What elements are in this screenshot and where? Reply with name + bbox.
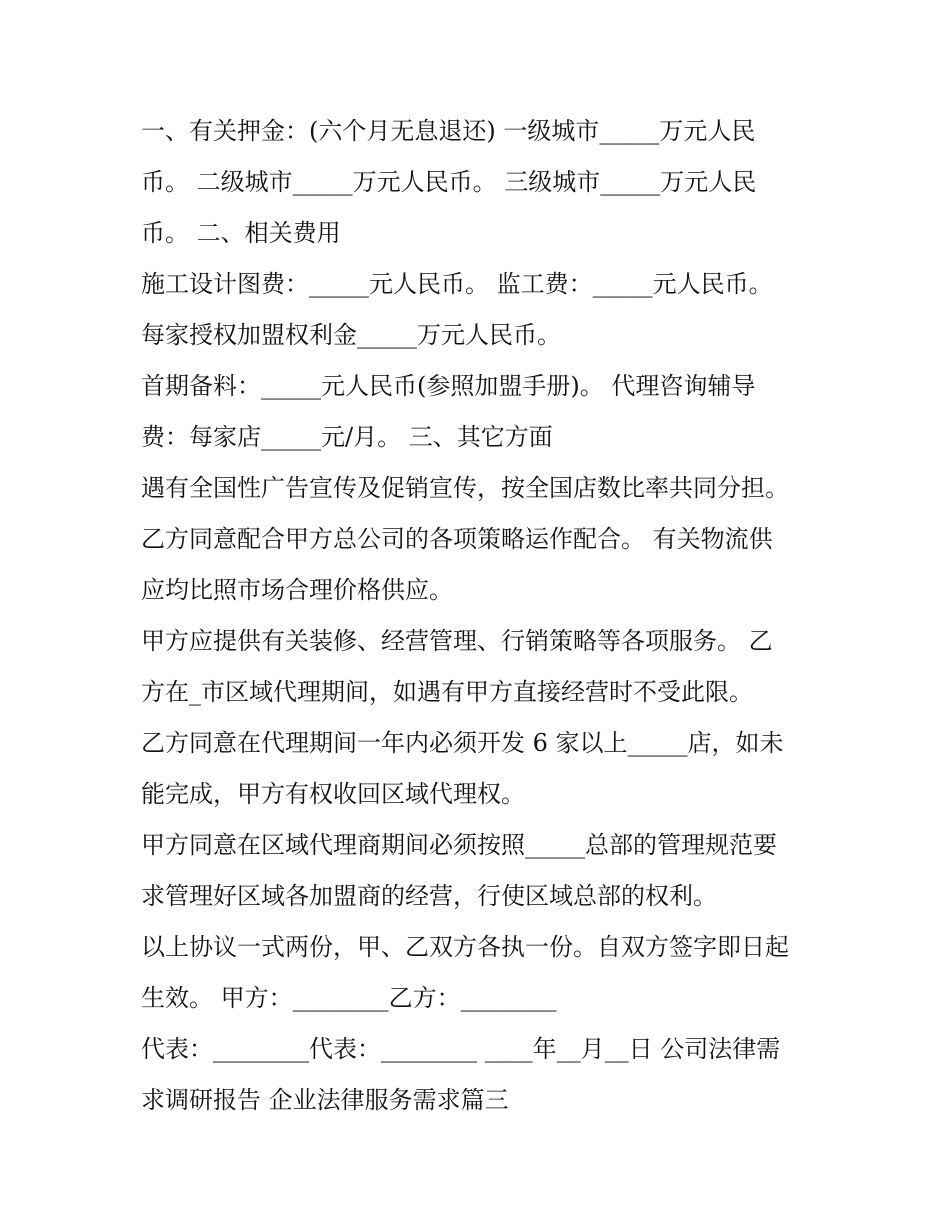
text-line: 币。 二、相关费用 <box>141 219 341 247</box>
text-line: 施工设计图费：_____元人民币。 监工费：_____元人民币。 <box>141 270 773 298</box>
text-line: 以上协议一式两份，甲、乙双方各执一份。自双方签字即日起 <box>141 933 789 961</box>
text-line: 求调研报告 企业法律服务需求篇三 <box>141 1086 509 1114</box>
text-line: 一、有关押金：(六个月无息退还) 一级城市_____万元人民 <box>141 117 756 145</box>
text-line: 乙方同意在代理期间一年内必须开发 6 家以上_____店，如未 <box>141 729 784 757</box>
text-line: 首期备料：_____元人民币(参照加盟手册)。 代理咨询辅导 <box>141 372 756 400</box>
text-line: 甲方同意在区域代理商期间必须按照_____总部的管理规范要 <box>141 831 777 859</box>
text-line: 求管理好区域各加盟商的经营，行使区域总部的权利。 <box>141 882 717 910</box>
text-line: 遇有全国性广告宣传及促销宣传，按全国店数比率共同分担。 <box>141 474 789 502</box>
text-line: 方在_市区域代理期间，如遇有甲方直接经营时不受此限。 <box>141 678 753 706</box>
text-line: 应均比照市场合理价格供应。 <box>141 576 453 604</box>
text-line: 能完成，甲方有权收回区域代理权。 <box>141 780 525 808</box>
text-line: 费：每家店_____元/月。 三、其它方面 <box>141 423 553 451</box>
text-line: 每家授权加盟权利金_____万元人民币。 <box>141 321 561 349</box>
text-line: 乙方同意配合甲方总公司的各项策略运作配合。 有关物流供 <box>141 525 773 553</box>
text-line: 甲方应提供有关装修、经营管理、行销策略等各项服务。 乙 <box>141 627 773 655</box>
text-line: 代表：________代表：________ ____年__月__日 公司法律需 <box>141 1035 781 1063</box>
text-line: 生效。 甲方：________乙方：________ <box>141 984 557 1012</box>
text-line: 币。 二级城市_____万元人民币。 三级城市_____万元人民 <box>141 168 757 196</box>
